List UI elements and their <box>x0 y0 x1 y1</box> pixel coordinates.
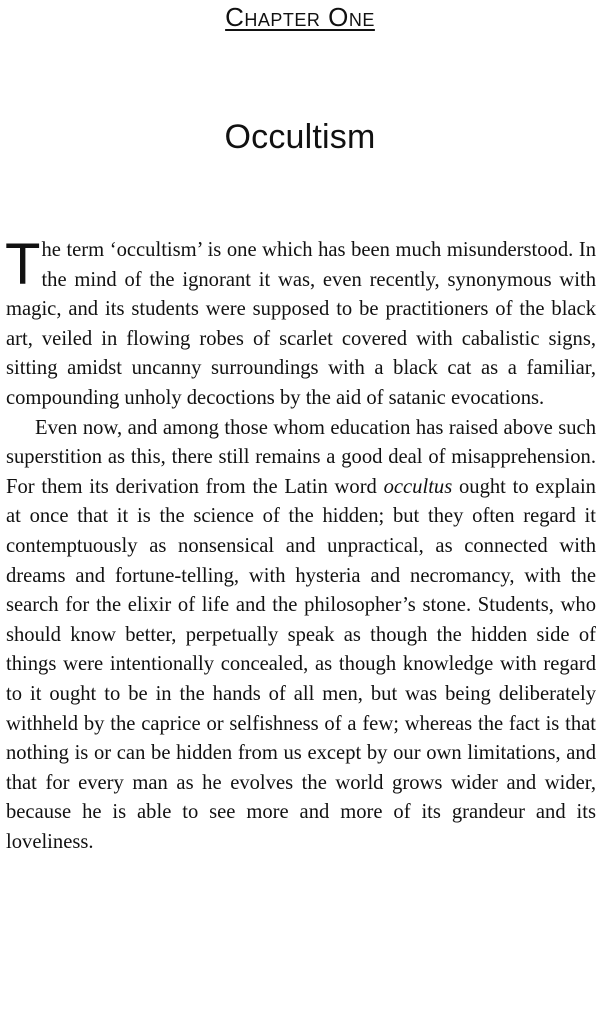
chapter-body <box>5 232 596 857</box>
chapter-label <box>0 2 600 33</box>
paragraph-2 <box>6 414 596 858</box>
chapter-title: Occultism <box>224 118 376 156</box>
paragraph-2-text-before: Even now, and among those whom education has raised above such superstition as this, there still remains a good deal of misapprehension. For them its derivation from the Latin word <box>6 416 596 498</box>
paragraph-2-text-after: ought to explain at once that it is the science of the hidden; but they often regard it contemptuously as nonsensical and unpractical, as connected with dreams and fortune-telling, with hysteria and necromancy, with the search for the elixir of life and the philosopher’s stone. Students, who should know better, perpetually speak as though the hidden side of things were intentionally concealed, as though knowledge with regard to it ought to be in the hands of all men, but was being deliberately withheld by the caprice or selfishness of a few; whereas the fact is that nothing is or can be hidden from us except by our own limitations, and that for every man as he evolves the world grows wider and wider, because he is able to see more and more of its grandeur and its loveliness. <box>6 475 596 853</box>
paragraph-1 <box>5 232 596 414</box>
paragraph-1-text: he term ‘occultism’ is one which has been much misunderstood. In the mind of the ignorant it was, even recently, synonymous with magic, and its students were supposed to be practitioners of the black art, veiled in flowing robes of scarlet covered with cabalistic signs, sitting amidst uncanny surroundings with a black cat as a familiar, compounding unholy decoctions by the aid of satanic evocations. <box>6 239 596 409</box>
drop-cap: T <box>5 232 41 297</box>
chapter-label-text: Chapter One <box>225 2 375 32</box>
paragraph-2-italic-term: occultus <box>383 475 453 498</box>
